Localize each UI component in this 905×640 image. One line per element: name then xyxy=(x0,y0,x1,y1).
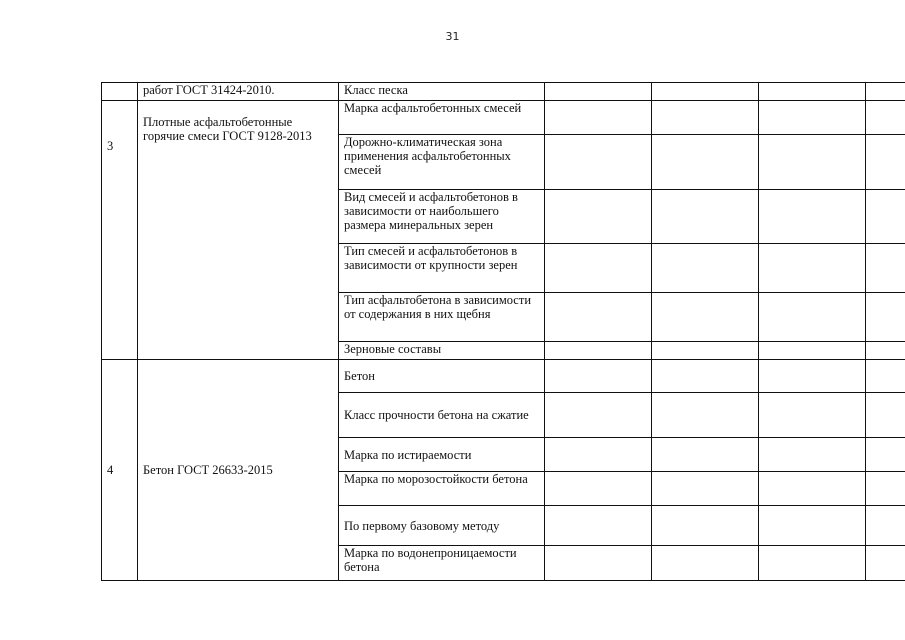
table-row xyxy=(102,360,905,393)
value-cell xyxy=(759,190,866,244)
value-cell xyxy=(652,438,759,472)
property-cell: По первому базовому методу xyxy=(339,506,545,546)
value-cell xyxy=(652,393,759,438)
value-cell xyxy=(652,190,759,244)
material-name-cell: работ ГОСТ 31424-2010. xyxy=(138,83,339,101)
value-cell xyxy=(759,546,866,581)
material-name-cell: Бетон ГОСТ 26633-2015 xyxy=(138,360,339,581)
value-cell xyxy=(545,293,652,342)
value-cell xyxy=(759,506,866,546)
value-cell xyxy=(759,393,866,438)
value-cell xyxy=(545,393,652,438)
value-cell xyxy=(545,190,652,244)
value-cell xyxy=(759,360,866,393)
value-cell xyxy=(866,135,905,190)
property-cell: Марка по истираемости xyxy=(339,438,545,472)
property-cell: Бетон xyxy=(339,360,545,393)
value-cell xyxy=(545,83,652,101)
value-cell xyxy=(866,546,905,581)
value-cell xyxy=(652,101,759,135)
row-number-cell: 4 xyxy=(102,360,138,581)
row-number-cell xyxy=(102,83,138,101)
value-cell xyxy=(866,438,905,472)
property-cell: Марка по водонепроницаемости бетона xyxy=(339,546,545,581)
specification-table xyxy=(101,82,905,581)
value-cell xyxy=(545,101,652,135)
value-cell xyxy=(545,244,652,293)
value-cell xyxy=(652,135,759,190)
value-cell xyxy=(652,244,759,293)
property-cell: Вид смесей и асфальтобетонов в зависимости от наибольшего размера минеральных зерен xyxy=(339,190,545,244)
material-name-cell: Плотные асфальтобетонные горячие смеси ГОСТ 9128-2013 xyxy=(138,101,339,360)
value-cell xyxy=(652,546,759,581)
value-cell xyxy=(866,190,905,244)
value-cell xyxy=(545,546,652,581)
value-cell xyxy=(652,472,759,506)
property-cell: Марка по морозостойкости бетона xyxy=(339,472,545,506)
value-cell xyxy=(545,438,652,472)
value-cell xyxy=(866,393,905,438)
property-cell: Тип асфальтобетона в зависимости от содержания в них щебня xyxy=(339,293,545,342)
value-cell xyxy=(652,83,759,101)
value-cell xyxy=(759,472,866,506)
value-cell xyxy=(759,135,866,190)
property-cell: Марка асфальтобетонных смесей xyxy=(339,101,545,135)
row-number-cell: 3 xyxy=(102,101,138,360)
value-cell xyxy=(866,293,905,342)
value-cell xyxy=(759,342,866,360)
property-cell: Зерновые составы xyxy=(339,342,545,360)
value-cell xyxy=(866,101,905,135)
value-cell xyxy=(866,342,905,360)
value-cell xyxy=(652,342,759,360)
value-cell xyxy=(652,293,759,342)
value-cell xyxy=(545,360,652,393)
property-cell: Класс прочности бетона на сжатие xyxy=(339,393,545,438)
value-cell xyxy=(866,360,905,393)
page-number: 31 xyxy=(445,30,460,43)
value-cell xyxy=(866,244,905,293)
value-cell xyxy=(759,101,866,135)
value-cell xyxy=(652,360,759,393)
value-cell xyxy=(866,83,905,101)
value-cell xyxy=(759,244,866,293)
table-row xyxy=(102,101,905,135)
value-cell xyxy=(545,342,652,360)
value-cell xyxy=(545,472,652,506)
value-cell xyxy=(866,506,905,546)
property-cell: Класс песка xyxy=(339,83,545,101)
value-cell xyxy=(545,135,652,190)
value-cell xyxy=(759,438,866,472)
value-cell xyxy=(652,506,759,546)
value-cell xyxy=(866,472,905,506)
property-cell: Дорожно-климатическая зона применения асфальтобетонных смесей xyxy=(339,135,545,190)
value-cell xyxy=(759,293,866,342)
property-cell: Тип смесей и асфальтобетонов в зависимости от крупности зерен xyxy=(339,244,545,293)
table-row xyxy=(102,83,905,101)
value-cell xyxy=(545,506,652,546)
value-cell xyxy=(759,83,866,101)
